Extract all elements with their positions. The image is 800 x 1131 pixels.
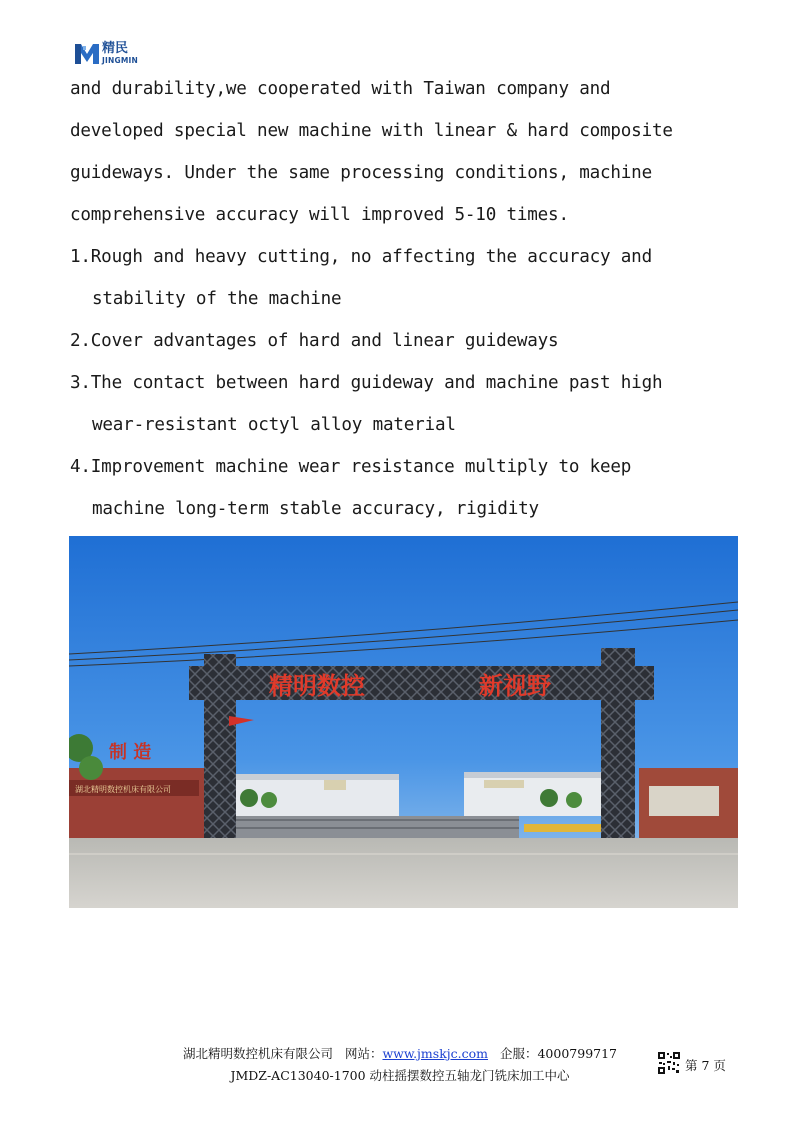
jingmin-logo-icon	[74, 42, 100, 66]
paragraph-line: comprehensive accuracy will improved 5-10 times.	[70, 205, 569, 225]
footer-contact-line	[0, 1044, 800, 1062]
logo-text-en: JINGMIN	[102, 56, 138, 65]
gate-sign-right: 新视野	[479, 672, 551, 700]
footer-website-label: 网站：	[344, 1046, 383, 1061]
list-item-2: 2.Cover advantages of hard and linear guideways	[70, 331, 559, 351]
list-item-1-continued: stability of the machine	[92, 289, 342, 309]
list-item-4: 4.Improvement machine wear resistance multiply to keep	[70, 457, 632, 477]
paragraph-line: developed special new machine with linear & hard composite	[70, 121, 673, 141]
footer-model-line: JMDZ-AC13040-1700 动柱摇摆数控五轴龙门铣床加工中心	[230, 1068, 570, 1083]
paragraph-line: guideways. Under the same processing conditions, machine	[70, 163, 652, 183]
page-number: 第 7 页	[685, 1058, 726, 1073]
footer-service-label: 企服：	[499, 1046, 538, 1061]
pillar-sign-text: 制 造	[109, 742, 152, 763]
company-logo	[74, 42, 154, 68]
paragraph-line: and durability,we cooperated with Taiwan company and	[70, 79, 611, 99]
list-item-1: 1.Rough and heavy cutting, no affecting the accuracy and	[70, 247, 652, 267]
gate-sign-left: 精明数控	[269, 672, 365, 700]
footer-website-link[interactable]: www.jmskjc.com	[382, 1046, 489, 1061]
footer-company: 湖北精明数控机床有限公司	[182, 1046, 333, 1061]
list-item-3-continued: wear-resistant octyl alloy material	[92, 415, 456, 435]
logo-text-cn: 精民	[102, 41, 129, 56]
wall-sign-text: 湖北精明数控机床有限公司	[75, 785, 171, 794]
factory-gate-photo	[69, 536, 738, 908]
body-text	[70, 70, 750, 532]
footer-service-phone: 4000799717	[537, 1046, 618, 1061]
qr-code-icon	[658, 1052, 680, 1074]
list-item-3: 3.The contact between hard guideway and machine past high	[70, 373, 663, 393]
list-item-4-continued: machine long-term stable accuracy, rigidity	[92, 499, 539, 519]
